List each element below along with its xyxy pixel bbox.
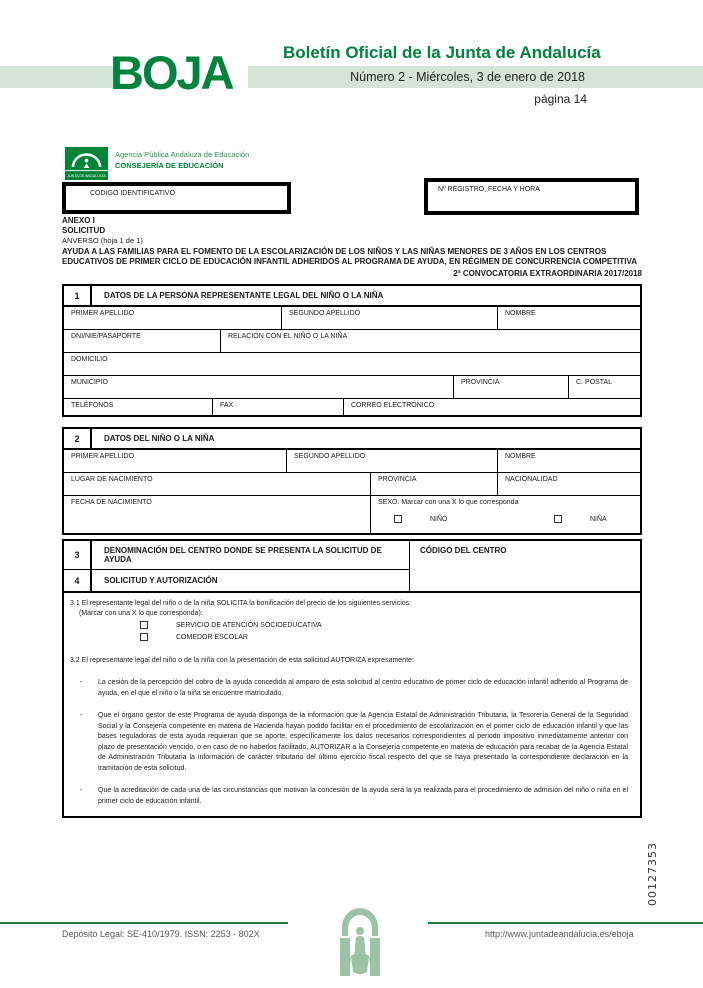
authorization-item: - Que la acreditación de cada una de las circunstancias que motivan la concesión de la ayuda será la ya realizada para el procedimiento de admisión del niño o niña en el primer ciclo de educación infantil.: [70, 786, 632, 807]
section-1-number: 1: [64, 286, 92, 305]
document-number-vertical: 00127353: [646, 842, 659, 906]
field-rep-fax[interactable]: FAX: [212, 399, 343, 415]
bulletin-title: Boletín Oficial de la Junta de Andalucía: [283, 43, 601, 62]
field-rep-relacion[interactable]: RELACIÓN CON EL NIÑO O LA NIÑA: [220, 330, 640, 352]
field-child-fecha-nacimiento[interactable]: FECHA DE NACIMIENTO: [71, 499, 152, 506]
checkbox-nina[interactable]: [554, 515, 562, 523]
authorization-item: - Que el órgano gestor de este Programa de ayuda disponga de la información que la Agencia Estatal de Administración Tributaria, la Tesorería General de la Seguridad Social y la Consejería competente en materia de Hacienda hayan podido facilitar en el procedimiento de escolarización en el primer ciclo de educación infantil y que las bases reguladoras de esta ayuda requieran que se aporte, específicamente los datos necesarios correspondientes al periodo impositivo inmediatamente anterior con plazo de presentación vencido, o en caso de no haberlos facilitado, AUTORIZAR a la Consejería competente en materia de educación para recabar de la Agencia Estatal de Administración Tributaria la información de carácter tributario del último ejercicio fiscal respecto del que se haya presentado la correspondiente declaración en la tramitación de esta solicitud.: [70, 711, 632, 774]
codigo-centro-label: CÓDIGO DEL CENTRO: [420, 546, 507, 555]
agency-line1: Agencia Pública Andaluza de Educación: [115, 150, 250, 159]
authorization-item-text: Que la acreditación de cada una de las circunstancias que motivan la concesión de la ayuda será la ya realizada para el procedimiento de admisión del niño o niña en el primer ciclo de educación infantil.: [98, 787, 628, 805]
field-rep-dni[interactable]: DNI/NIE/PASAPORTE: [71, 333, 141, 340]
authorization-item: - La cesión de la percepción del cobro de la ayuda concedida al amparo de esta solicitud al centro educativo de primer ciclo de educación infantil adherido al Programa de ayuda, en el que el niño o la niña se encuentre matriculado.: [70, 678, 632, 699]
footer-rule-left: [0, 922, 288, 924]
field-rep-correo[interactable]: CORREO ELECTRÓNICO: [343, 399, 640, 415]
field-rep-municipio[interactable]: MUNICIPIO: [71, 379, 108, 386]
agency-line2: CONSEJERÍA DE EDUCACIÓN: [115, 161, 224, 170]
checkbox-nino[interactable]: [394, 515, 402, 523]
nina-label: NIÑA: [590, 515, 607, 523]
field-rep-telefonos[interactable]: TELÉFONOS: [71, 402, 114, 409]
boja-logo: BOJA: [110, 46, 233, 99]
paragraph-3-1-note: (Marcar con una X lo que corresponda):: [79, 610, 203, 617]
section-3-4-block: [62, 539, 642, 818]
field-child-segundo-apellido[interactable]: SEGUNDO APELLIDO: [286, 450, 497, 472]
field-rep-nombre[interactable]: NOMBRE: [497, 307, 640, 329]
field-codigo-centro[interactable]: [410, 541, 640, 591]
field-child-nombre[interactable]: NOMBRE: [497, 450, 640, 472]
section-2-number: 2: [64, 429, 92, 448]
field-child-nacionalidad[interactable]: NACIONALIDAD: [497, 473, 640, 495]
section-3-header-row: [64, 541, 640, 593]
service-option-comedor: [140, 631, 632, 643]
footer-rule-right: [428, 922, 703, 924]
checkbox-comedor-escolar[interactable]: [140, 633, 148, 641]
paragraph-3-1: 3.1 El representante legal del niño o de la niña SOLICITA la bonificación del precio de los siguientes servicios:: [70, 600, 412, 607]
section-4-title: SOLICITUD Y AUTORIZACIÓN: [104, 576, 218, 585]
atencion-socioeducativa-label: SERVICIO DE ATENCIÓN SOCIOEDUCATIVA: [176, 621, 322, 629]
aid-title: AYUDA A LAS FAMILIAS PARA EL FOMENTO DE LA ESCOLARIZACIÓN DE LOS NIÑOS Y LAS NIÑAS MENORES DE 3 AÑOS EN LOS CENTROS EDUCATIVOS DE PRIMER CICLO DE EDUCACIÓN INFANTIL ADHERIDOS AL PROGRAMA DE AYUDA, EN RÉGIMEN DE CONCURRENCIA COMPETITIVA: [62, 247, 637, 266]
field-rep-domicilio[interactable]: DOMICILIO: [71, 356, 108, 363]
section-3-number: 3: [64, 541, 92, 569]
sexo-option-nino: [394, 515, 554, 523]
field-rep-cpostal[interactable]: C. POSTAL: [568, 376, 640, 398]
section-3-title: DENOMINACIÓN DEL CENTRO DONDE SE PRESENTA LA SOLICITUD DE AYUDA: [104, 546, 382, 564]
field-rep-segundo-apellido[interactable]: SEGUNDO APELLIDO: [281, 307, 497, 329]
service-option-socioeducativa: [140, 619, 632, 631]
junta-andalucia-logo-icon: [65, 147, 108, 185]
field-rep-provincia[interactable]: PROVINCIA: [453, 376, 568, 398]
section-1-header: [64, 286, 640, 307]
junta-emblem-icon: [331, 900, 389, 983]
sexo-option-nina: [554, 515, 607, 523]
field-child-lugar-nacimiento[interactable]: LUGAR DE NACIMIENTO: [71, 476, 153, 483]
anverso-label: ANVERSO (hoja 1 de 1): [62, 236, 143, 245]
section-2-title: DATOS DEL NIÑO O LA NIÑA: [104, 434, 215, 443]
deposito-legal: Depósito Legal: SE-410/1979. ISSN: 2253 - 802X: [62, 929, 260, 939]
header-band-left: [0, 66, 118, 88]
authorization-item-text: La cesión de la percepción del cobro de la ayuda concedida al amparo de esta solicitud al centro educativo de primer ciclo de educación infantil adherido al Programa de ayuda, en el que el niño o la niña se encuentre matriculado.: [98, 679, 628, 697]
anexo-label: ANEXO I: [62, 216, 95, 225]
authorization-item-text: Que el órgano gestor de este Programa de ayuda disponga de la información que la Agencia Estatal de Administración Tributaria, la Tesorería General de la Seguridad Social y la Consejería competente en materia de Hacienda hayan podido facilitar en el procedimiento de escolarización en el primer ciclo de educación infantil y que las bases reguladoras de esta ayuda requieran que se aporte, específicamente los datos necesarios correspondientes al periodo impositivo inmediatamente anterior con plazo de presentación vencido, o en caso de no haberlos facilitado, AUTORIZAR a la Consejería competente en materia de educación para recabar de la Agencia Estatal de Administración Tributaria la información de carácter tributario del último ejercicio fiscal respecto del que se haya presentado la correspondiente declaración en la tramitación de esta solicitud.: [98, 712, 628, 772]
section-2-child-data: [62, 427, 642, 535]
paragraph-3-2: 3.2 El representante legal del niño o de la niña con la presentación de esta solicitud AUTORIZA expresamente:: [70, 657, 414, 664]
codigo-identificativo-label: CODIGO IDENTIFICATIVO: [90, 190, 176, 197]
section-3-header: [64, 541, 409, 570]
svg-text:JUNTA DE ANDALUCÍA: JUNTA DE ANDALUCÍA: [67, 174, 106, 178]
section-2-header: [64, 429, 640, 450]
eboja-url-link[interactable]: http://www.juntadeandalucia.es/eboja: [485, 929, 634, 939]
section-4-header: [64, 570, 409, 591]
section-1-representative-data: [62, 284, 642, 417]
solicitud-label: SOLICITUD: [62, 226, 106, 235]
codigo-identificativo-box[interactable]: [62, 182, 291, 214]
intro-block: [62, 216, 642, 278]
registro-label: Nº REGISTRO, FECHA Y HORA: [438, 186, 540, 193]
registro-fecha-hora-box[interactable]: [424, 178, 639, 215]
nino-label: NIÑO: [430, 515, 448, 523]
page-number: página 14: [534, 92, 587, 106]
field-child-sexo: [370, 496, 640, 533]
agency-name-block: [115, 150, 249, 170]
field-child-provincia[interactable]: PROVINCIA: [370, 473, 497, 495]
issue-line: Número 2 - Miércoles, 3 de enero de 2018: [350, 70, 585, 84]
checkbox-atencion-socioeducativa[interactable]: [140, 621, 148, 629]
convocatoria-label: 2ª CONVOCATORIA EXTRAORDINARIA 2017/2018: [453, 269, 642, 278]
section-1-title: DATOS DE LA PERSONA REPRESENTANTE LEGAL DEL NIÑO O LA NIÑA: [104, 291, 384, 300]
sexo-label: SEXO. Marcar con una X lo que corresponda: [378, 499, 519, 506]
field-child-primer-apellido[interactable]: PRIMER APELLIDO: [71, 453, 135, 460]
comedor-escolar-label: COMEDOR ESCOLAR: [176, 633, 248, 641]
field-rep-primer-apellido[interactable]: PRIMER APELLIDO: [71, 310, 135, 317]
section-4-body: [64, 593, 640, 816]
section-4-number: 4: [64, 570, 92, 591]
